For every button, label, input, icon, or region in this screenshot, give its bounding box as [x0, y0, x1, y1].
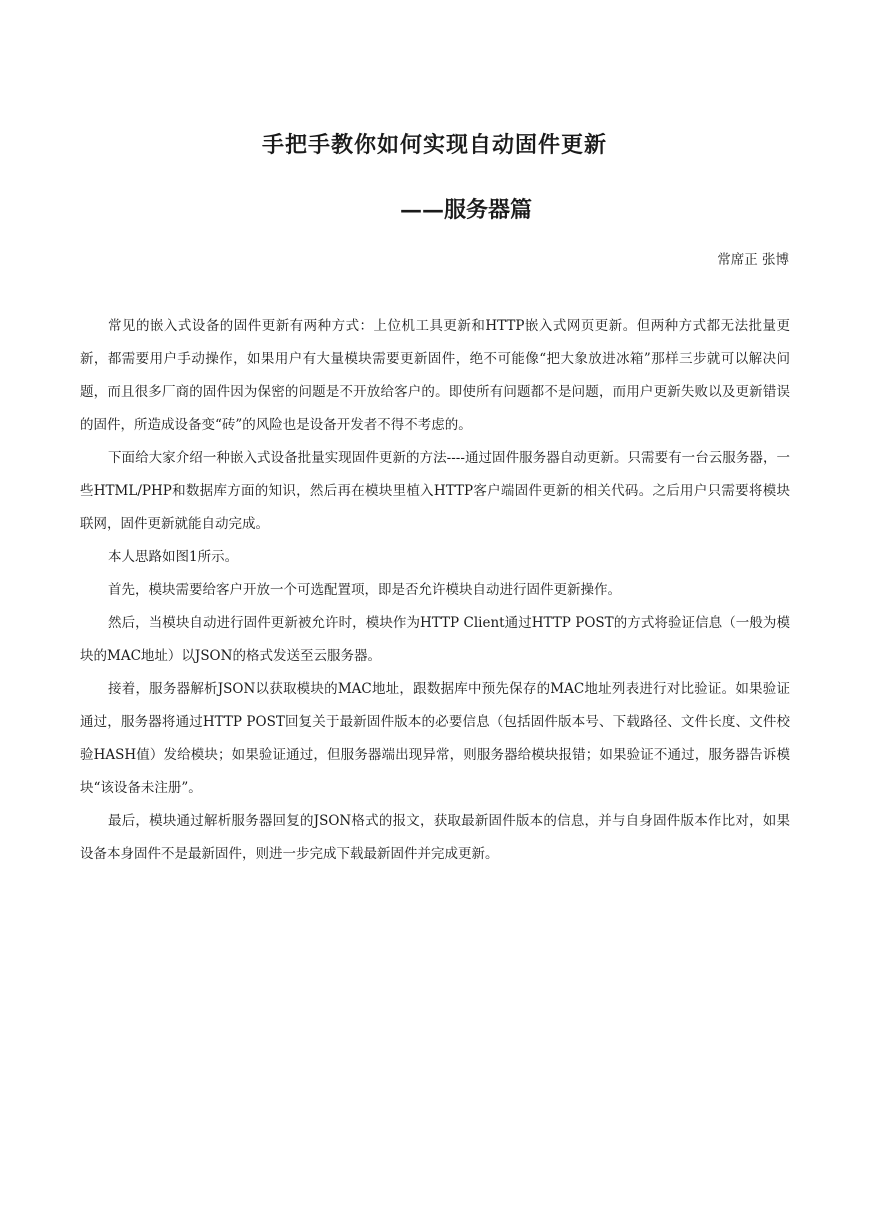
paragraph: 本人思路如图1所示。: [108, 549, 239, 565]
paragraph: 常见的嵌入式设备的固件更新有两种方式：上位机工具更新和HTTP嵌入式网页更新。但两种方式都无法批量更新，都需要用户手动操作，如果用户有大量模块需要更新固件，绝不可能像“把大象放进冰箱”那样三步就可以解决问题，而且很多厂商的固件因为保密的问题是不开放给客户的。即使所有问题都不是问题，而用户更新失败以及更新错误的固件，所造成设备变“砖”的风险也是设备开发者不得不考虑的。: [80, 318, 790, 433]
document-authors: 常席正 张博: [717, 252, 789, 268]
document-title: 手把手教你如何实现自动固件更新: [261, 132, 607, 158]
paragraph: 最后，模块通过解析服务器回复的JSON格式的报文，获取最新固件版本的信息，并与自身固件版本作比对，如果设备本身固件不是最新固件，则进一步完成下载最新固件并完成更新。: [80, 813, 790, 862]
paragraph: 接着，服务器解析JSON以获取模块的MAC地址，跟数据库中预先保存的MAC地址列表进行对比验证。如果验证通过，服务器将通过HTTP POST回复关于最新固件版本的必要信息（包括固件版本号、下载路径、文件长度、文件校验HASH值）发给模块；如果验证通过，但服务器端出现异常，则服务器给模块报错；如果验证不通过，服务器告诉模块“该设备未注册”。: [80, 681, 790, 796]
paragraph: 下面给大家介绍一种嵌入式设备批量实现固件更新的方法----通过固件服务器自动更新。只需要有一台云服务器，一些HTML/PHP和数据库方面的知识，然后再在模块里植入HTTP客户端固件更新的相关代码。之后用户只需要将模块联网，固件更新就能自动完成。: [80, 450, 790, 532]
paragraph: 首先，模块需要给客户开放一个可选配置项，即是否允许模块自动进行固件更新操作。: [108, 582, 621, 598]
paragraph: 然后，当模块自动进行固件更新被允许时，模块作为HTTP Client通过HTTP POST的方式将验证信息（一般为模块的MAC地址）以JSON的格式发送至云服务器。: [80, 615, 790, 664]
document-subtitle: ——服务器篇: [400, 197, 533, 223]
document-body: [80, 310, 790, 871]
